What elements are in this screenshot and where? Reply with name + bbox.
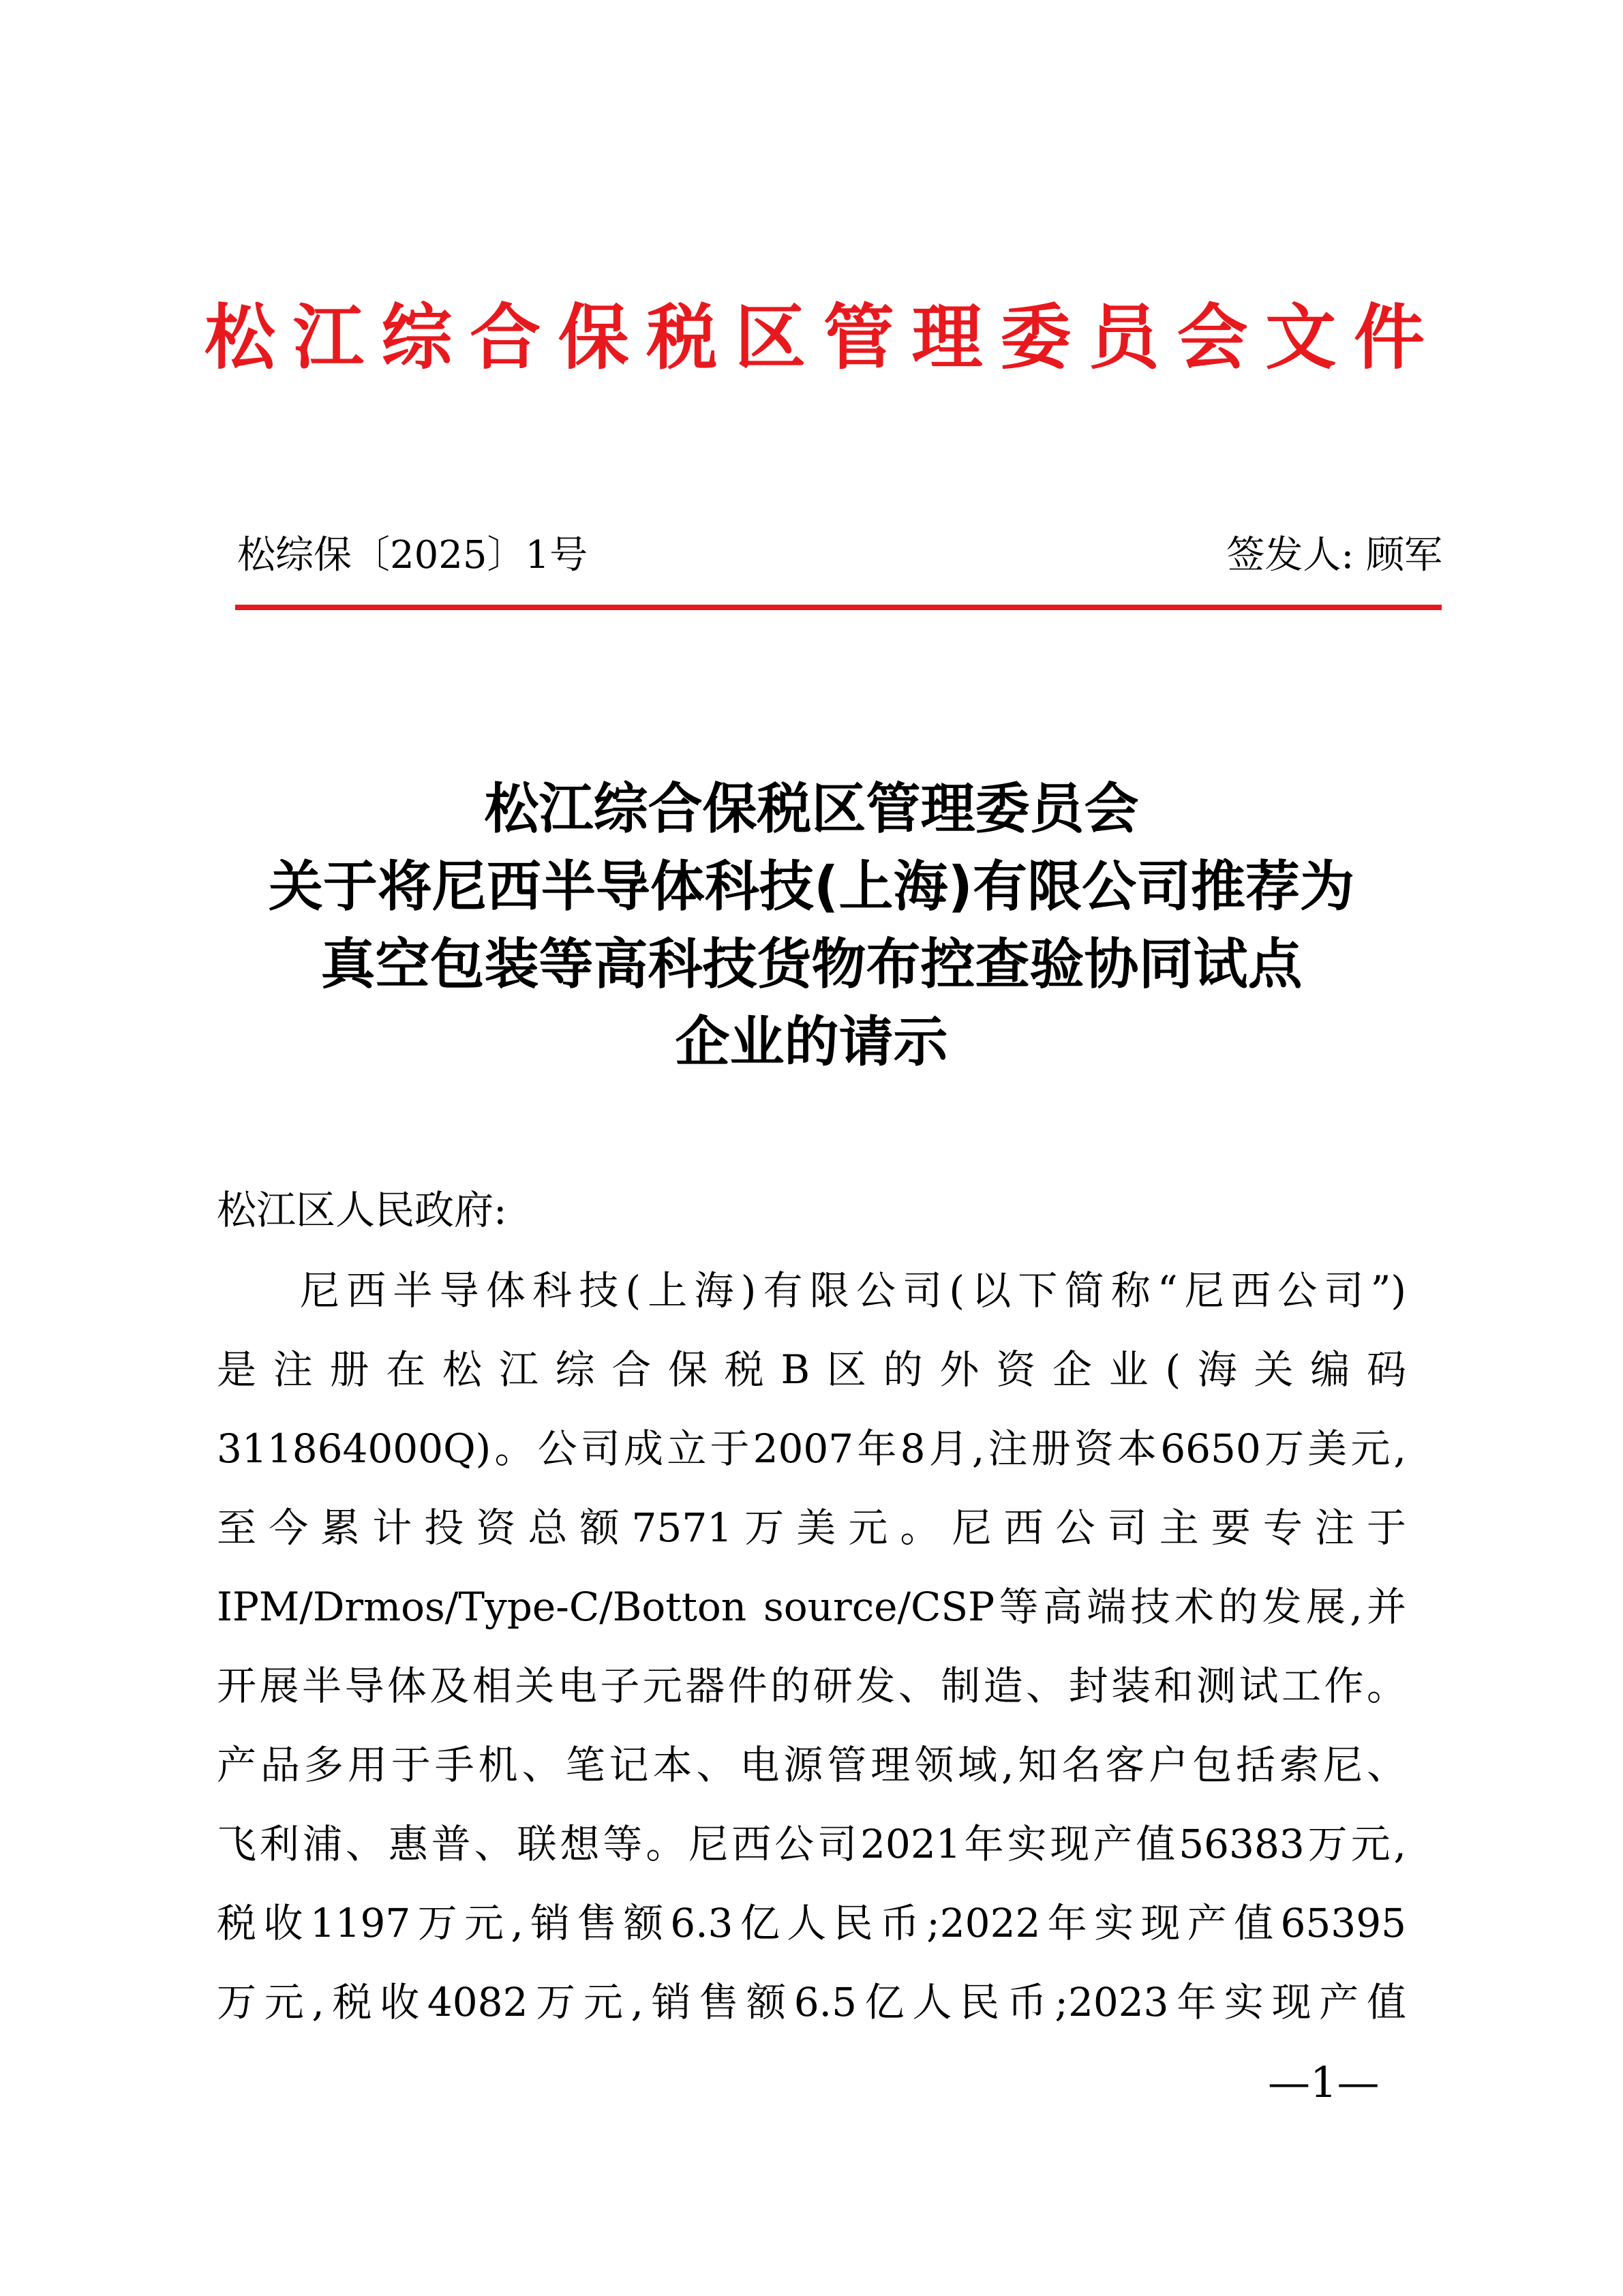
- title-line: 真空包装等高科技货物布控查验协同试点: [320, 933, 1303, 996]
- body-line: 至今累计投资总额7571万美元。尼西公司主要专注于: [217, 1505, 1406, 1551]
- body-line: 尼西半导体科技(上海)有限公司(以下简称“尼西公司”): [300, 1267, 1406, 1314]
- body-line: 是注册在松江综合保税B区的外资企业(海关编码: [217, 1346, 1406, 1393]
- body-line: 万元,税收4082万元,销售额6.5亿人民币;2023年实现产值: [217, 1979, 1406, 2025]
- masthead-title: 松江综合保税区管理委员会文件: [204, 296, 1425, 379]
- body-line: 开展半导体及相关电子元器件的研发、制造、封装和测试工作。: [217, 1663, 1406, 1709]
- body-line: 税收1197万元,销售额6.3亿人民币;2022年实现产值65395: [217, 1900, 1406, 1946]
- signer: 签发人: 顾军: [1226, 533, 1442, 577]
- document-title: [136, 770, 1487, 1081]
- body-line: IPM/Drmos/Type-C/Botton source/CSP等高端技术的发展,并: [217, 1584, 1406, 1630]
- body-line: 311864000Q)。公司成立于2007年8月,注册资本6650万美元,: [217, 1425, 1406, 1472]
- page-number: —1—: [1268, 2057, 1380, 2107]
- red-divider-line: [235, 605, 1442, 610]
- body-paragraph: [217, 1251, 1406, 2042]
- body-line: 飞利浦、惠普、联想等。尼西公司2021年实现产值56383万元,: [217, 1821, 1406, 1867]
- title-line: 企业的请示: [675, 1010, 948, 1074]
- title-line: 关于将尼西半导体科技(上海)有限公司推荐为: [268, 855, 1355, 918]
- title-line: 松江综合保税区管理委员会: [484, 777, 1139, 841]
- salutation: 松江区人民政府:: [217, 1187, 507, 1233]
- document-number: 松综保〔2025〕1号: [237, 533, 588, 577]
- body-line: 产品多用于手机、笔记本、电源管理领域,知名客户包括索尼、: [217, 1742, 1406, 1788]
